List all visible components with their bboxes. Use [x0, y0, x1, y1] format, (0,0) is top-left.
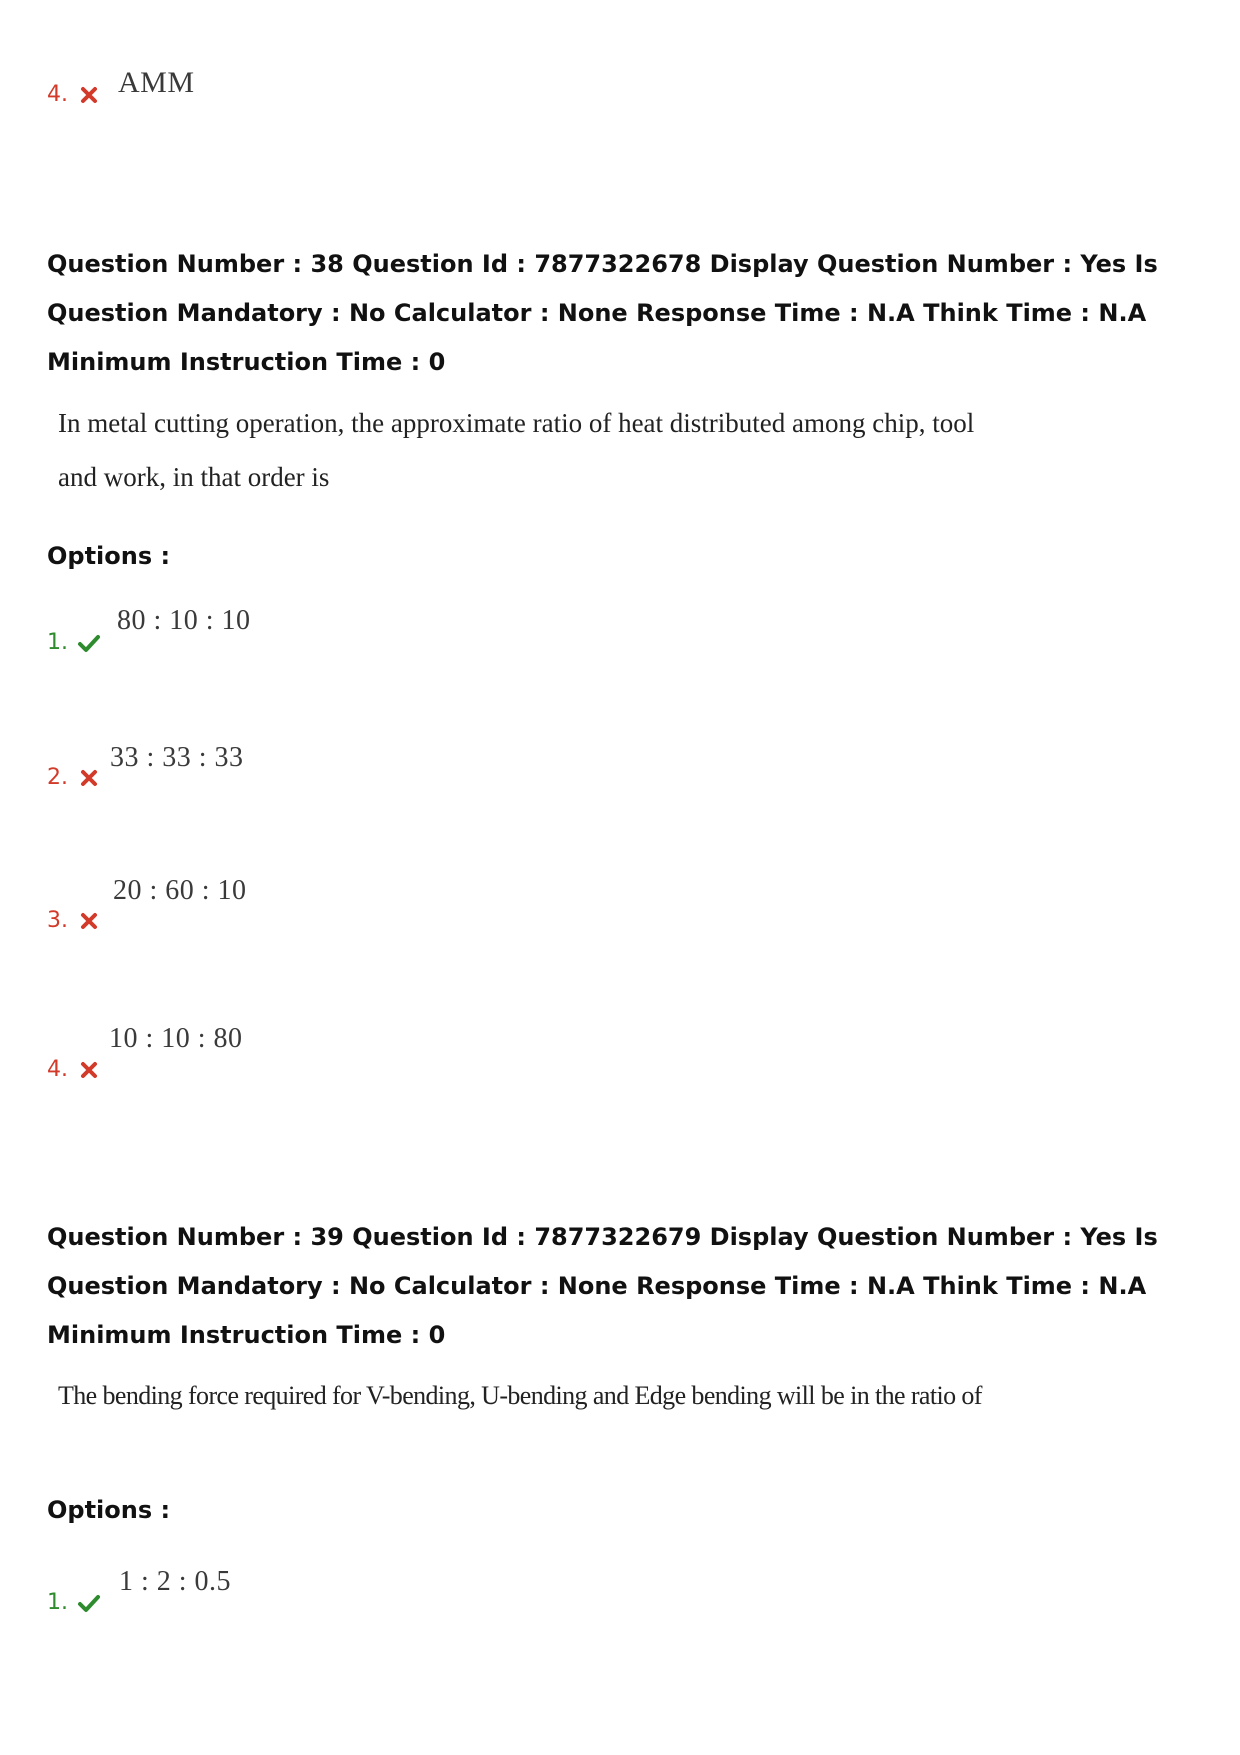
option-4	[47, 1057, 101, 1082]
option-number: 1.	[47, 1590, 68, 1615]
prev-option-4	[47, 82, 101, 107]
question-meta: Question Number : 38 Question Id : 7877322678 Display Question Number : Yes Is Question Mandatory : No Calculator : None Response Time : N.A Think Time : N.A Minimum Instruction Time : 0	[47, 250, 1158, 376]
option-1	[47, 630, 101, 655]
option-text: 80 : 10 : 10	[117, 605, 251, 636]
question-stem-line-2: and work, in that order is	[58, 462, 330, 492]
option-number: 1.	[47, 630, 68, 655]
option-number: 4.	[47, 1057, 68, 1082]
option-1	[47, 1590, 101, 1615]
option-text: 20 : 60 : 10	[113, 875, 247, 906]
question-meta: Question Number : 39 Question Id : 7877322679 Display Question Number : Yes Is Question Mandatory : No Calculator : None Response Time : N.A Think Time : N.A Minimum Instruction Time : 0	[47, 1223, 1158, 1349]
option-number: 2.	[47, 765, 68, 790]
checkmark-icon	[77, 631, 101, 655]
question-stem-line-1: The bending force required for V-bending, U-bending and Edge bending will be in the ratio of	[58, 1381, 982, 1410]
option-3	[47, 908, 101, 933]
option-text: 10 : 10 : 80	[109, 1023, 243, 1054]
cross-icon	[77, 1058, 101, 1082]
option-text: AMM	[118, 66, 195, 99]
option-2	[47, 765, 101, 790]
checkmark-icon	[77, 1591, 101, 1615]
cross-icon	[77, 83, 101, 107]
cross-icon	[77, 766, 101, 790]
question-stem-line-1: In metal cutting operation, the approximate ratio of heat distributed among chip, tool	[58, 408, 975, 438]
option-number: 3.	[47, 908, 68, 933]
options-label: Options :	[47, 1496, 171, 1524]
option-text: 1 : 2 : 0.5	[119, 1566, 232, 1597]
cross-icon	[77, 909, 101, 933]
option-number: 4.	[47, 82, 68, 107]
option-text: 33 : 33 : 33	[110, 742, 244, 773]
options-label: Options :	[47, 542, 171, 570]
